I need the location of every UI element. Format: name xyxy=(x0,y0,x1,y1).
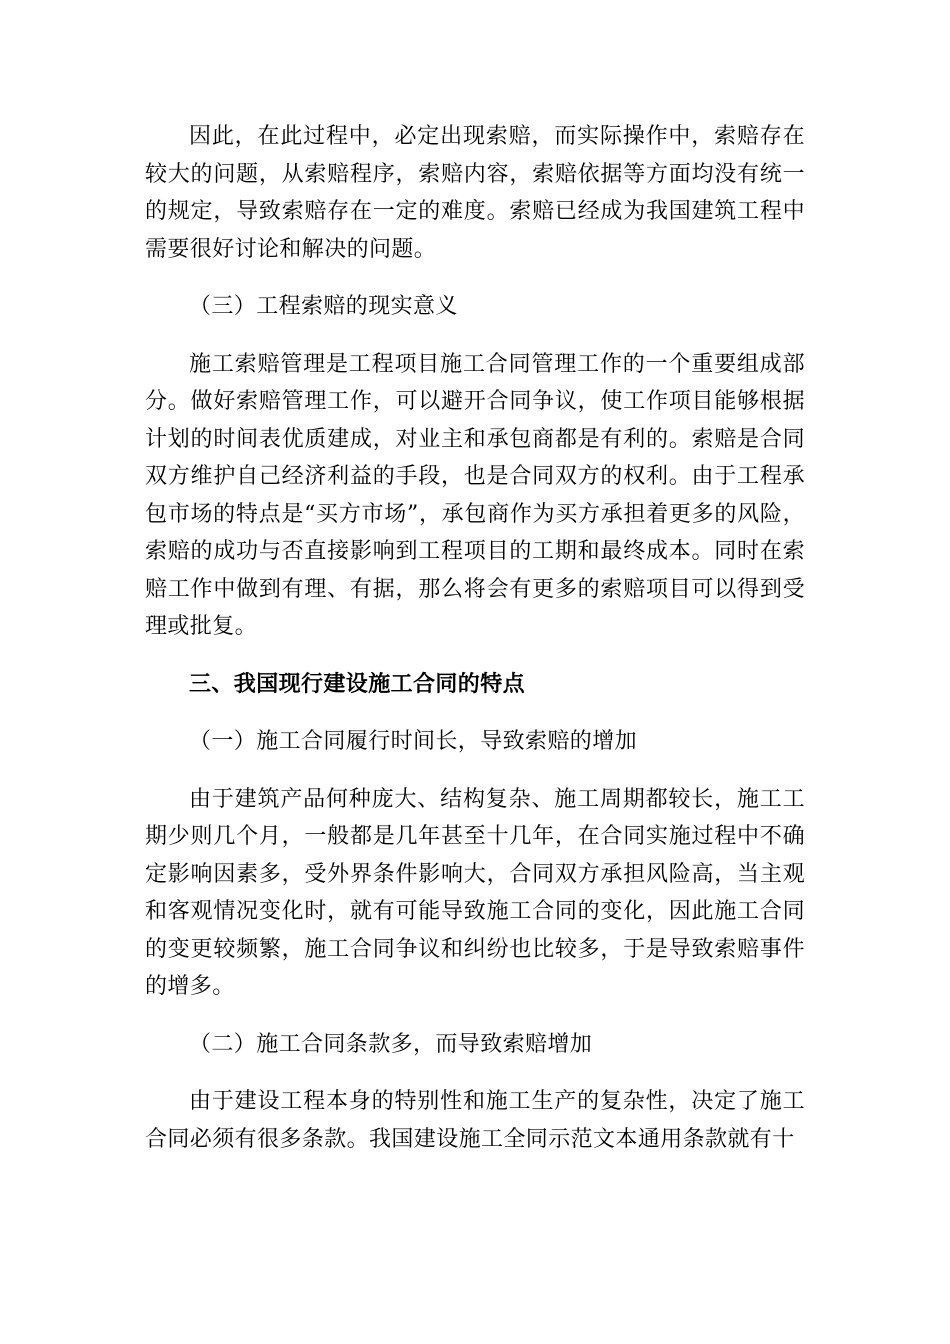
subheading-engineering-claims-significance: （三）工程索赔的现实意义 xyxy=(189,294,458,319)
document-page xyxy=(145,118,805,1158)
body-paragraph-3: 由于建筑产品何种庞大、结构复杂、施工周期都较长，施工工期少则几个月，一般都是几年甚至十几年，在合同实施过程中不确定影响因素多，受外界条件影响大，合同双方承担风险高，当主观和客观情况变化时，就有可能导致施工合同的变化，因此施工合同的变更较频繁，施工合同争议和纠纷也比较多，于是导致索赔事件的增多。 xyxy=(145,786,805,999)
subheading-many-clauses: （二）施工合同条款多，而导致索赔增加 xyxy=(189,1031,593,1057)
body-paragraph-4: 由于建设工程本身的特别性和施工生产的复杂性，决定了施工合同必须有很多条款。我国建设施工全同示范文本通用条款就有十 xyxy=(145,1089,805,1152)
body-paragraph-2: 施工索赔管理是工程项目施工合同管理工作的一个重要组成部分。做好索赔管理工作，可以避开合同争议，使工作项目能够根据计划的时间表优质建成，对业主和承包商都是有利的。索赔是合同双方维护自己经济利益的手段，也是合同双方的权利。由于工程承包市场的特点是“买方市场”，承包商作为买方承担着更多的风险，索赔的成功与否直接影响到工程项目的工期和最终成本。同时在索赔工作中做到有理、有据，那么将会有更多的索赔项目可以得到受理或批复。 xyxy=(145,351,805,639)
subheading-long-performance-time: （一）施工合同履行时间长，导致索赔的增加 xyxy=(189,729,638,754)
body-paragraph-1: 因此，在此过程中，必定出现索赔，而实际操作中，索赔存在较大的问题，从索赔程序，索赔内容，索赔依据等方面均没有统一的规定，导致索赔存在一定的难度。索赔已经成为我国建筑工程中需要很好讨论和解决的问题。 xyxy=(145,124,805,262)
section-heading-contract-features: 三、我国现行建设施工合同的特点 xyxy=(189,670,526,697)
